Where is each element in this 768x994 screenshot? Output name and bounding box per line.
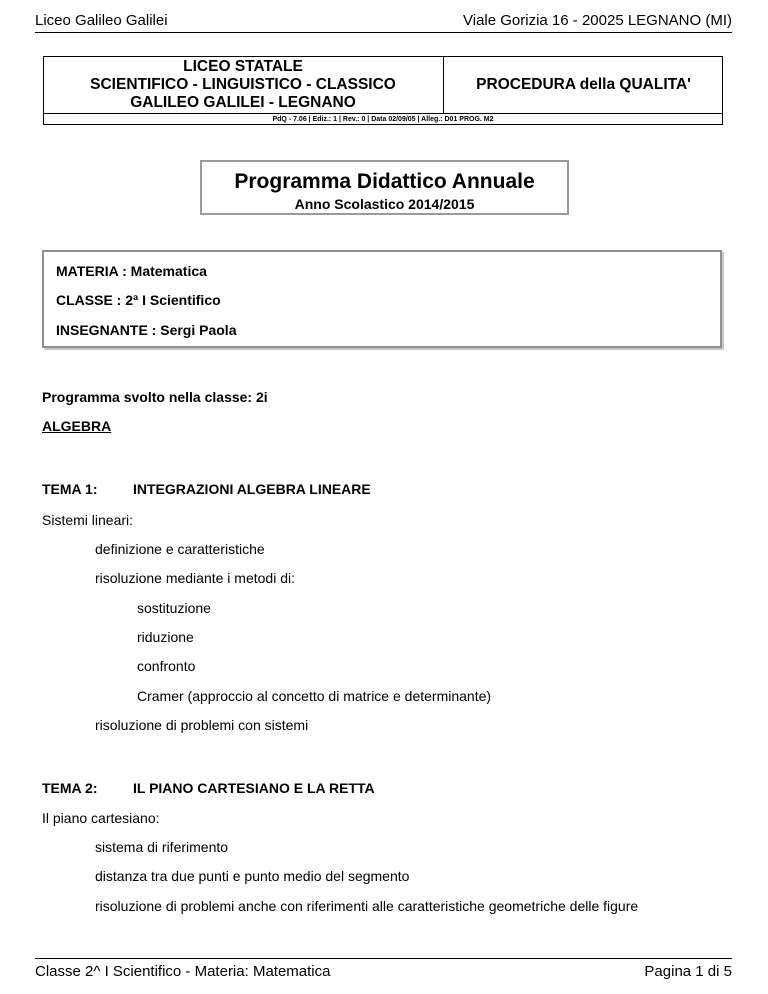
method-item: confronto <box>137 658 196 674</box>
list-item: risoluzione di problemi con sistemi <box>95 717 309 733</box>
list-item: definizione e caratteristiche <box>95 541 265 557</box>
list-item: sistema di riferimento <box>95 839 229 855</box>
institution-line-1: LICEO STATALE <box>183 57 303 75</box>
course-info-box <box>42 250 722 348</box>
list-item: risoluzione mediante i metodi di: <box>95 570 295 586</box>
tema-2-label: TEMA 2: <box>42 780 98 796</box>
document-title: Programma Didattico Annuale <box>234 170 535 193</box>
footer-rule <box>35 958 732 959</box>
method-item: Cramer (approccio al concetto di matrice e determinante) <box>137 688 492 704</box>
header-rule <box>35 32 732 33</box>
title-box <box>200 160 569 215</box>
program-intro: Programma svolto nella classe: 2i <box>42 389 268 405</box>
insegnante-line: INSEGNANTE : Sergi Paola <box>56 322 237 338</box>
procedure-label: PROCEDURA della QUALITA' <box>476 75 691 93</box>
page-number: Pagina 1 di 5 <box>644 963 732 980</box>
institution-line-2: SCIENTIFICO - LINGUISTICO - CLASSICO <box>90 75 396 93</box>
tema-1-topic: Sistemi lineari: <box>42 512 134 528</box>
classe-line: CLASSE : 2ª I Scientifico <box>56 292 221 308</box>
tema-1-label: TEMA 1: <box>42 481 98 497</box>
method-item: sostituzione <box>137 600 211 616</box>
document-meta: PdQ - 7.06 | Ediz.: 1 | Rev.: 0 | Data 02/09/05 | Alleg.: D01 PROG. M2 <box>272 115 494 123</box>
materia-line: MATERIA : Matematica <box>56 263 207 279</box>
tema-2-topic: Il piano cartesiano: <box>42 810 160 826</box>
running-header-right: Viale Gorizia 16 - 20025 LEGNANO (MI) <box>463 12 732 29</box>
institution-line-3: GALILEO GALILEI - LEGNANO <box>130 93 356 111</box>
tema-1-title: INTEGRAZIONI ALGEBRA LINEARE <box>133 481 371 497</box>
list-item: distanza tra due punti e punto medio del segmento <box>95 868 410 884</box>
institution-name <box>43 56 443 113</box>
method-item: riduzione <box>137 629 194 645</box>
running-header-left: Liceo Galileo Galilei <box>35 12 168 29</box>
tema-2-title: IL PIANO CARTESIANO E LA RETTA <box>133 780 375 796</box>
footer-left: Classe 2^ I Scientifico - Materia: Matematica <box>35 963 331 980</box>
section-heading-algebra: ALGEBRA <box>42 418 112 434</box>
school-year: Anno Scolastico 2014/2015 <box>294 196 475 212</box>
list-item: risoluzione di problemi anche con riferimenti alle caratteristiche geometriche delle figure <box>95 898 639 914</box>
